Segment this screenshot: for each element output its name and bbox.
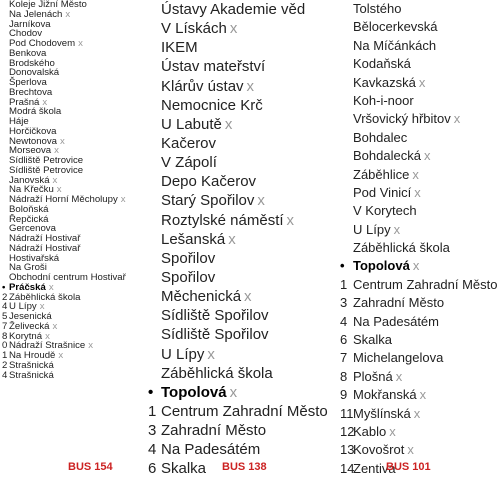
stop-name: U Lípy — [353, 221, 391, 237]
stop-name: Koleje Jižní Město — [9, 0, 87, 10]
stop-name: Pod Vinicí — [353, 184, 412, 200]
request-stop-marker: x — [257, 192, 265, 210]
stop-row — [340, 166, 480, 184]
stop-name: Na Míčánkách — [353, 37, 437, 53]
current-stop-bullet: • — [2, 281, 6, 293]
request-stop-marker: x — [39, 301, 45, 313]
stop-name: Strašnická — [9, 369, 54, 381]
stop-minutes: 4 — [340, 313, 348, 329]
stop-name: Kavkazská — [353, 74, 416, 90]
stop-row — [148, 421, 338, 440]
stop-name: Kovošrot — [353, 442, 405, 458]
stop-name: Řepčická — [9, 213, 49, 225]
stop-row — [148, 38, 338, 57]
stop-name: Na Padesátém — [353, 313, 439, 329]
stop-row — [148, 115, 338, 134]
stop-name: Vršovický hřbitov — [353, 111, 451, 127]
stop-name: Topolová — [353, 258, 410, 274]
stop-name: Skalka — [353, 332, 393, 348]
stop-row — [148, 268, 338, 287]
request-stop-marker: x — [395, 368, 403, 384]
stop-minutes: 11 — [340, 405, 354, 421]
stop-name: Bělocerkevská — [353, 19, 438, 35]
stop-name: Želivecká — [9, 320, 50, 332]
stop-row — [340, 423, 480, 441]
stop-row — [148, 96, 338, 115]
stop-name: Skalka — [161, 460, 207, 478]
request-stop-marker: x — [407, 442, 414, 458]
stop-name: Plošná — [353, 368, 393, 384]
stop-row — [340, 331, 480, 349]
stop-minutes: 13 — [340, 442, 355, 458]
stop-row — [148, 364, 338, 383]
stop-name: Mokřanská — [353, 387, 417, 403]
stop-row — [148, 19, 338, 38]
request-stop-marker: x — [58, 350, 64, 361]
stop-name: Zentiva — [353, 460, 396, 476]
request-stop-marker: x — [54, 145, 59, 157]
stop-name: Horčičkova — [9, 125, 57, 137]
request-stop-marker: x — [393, 221, 401, 237]
stop-name: Gercenova — [9, 223, 56, 235]
stop-name: Jesenická — [9, 311, 52, 322]
stop-row — [340, 0, 480, 18]
request-stop-marker: x — [48, 281, 54, 293]
stop-row — [340, 221, 480, 239]
request-stop-marker: x — [414, 184, 421, 200]
bus-154-stop-list — [2, 0, 130, 380]
stop-row — [340, 405, 480, 423]
stop-minutes: 6 — [340, 332, 348, 348]
stop-minutes: 2 — [2, 359, 8, 371]
stop-name: Nádraží Strašnice — [9, 340, 86, 352]
stop-name: Na Křečku — [9, 184, 54, 196]
request-stop-marker: x — [413, 405, 421, 421]
stop-name: Bohdalecká — [353, 148, 421, 164]
stop-row — [148, 249, 338, 268]
stop-name: Obchodní centrum Hostivař — [9, 272, 126, 283]
stop-row — [340, 294, 480, 312]
stop-row — [148, 345, 338, 364]
stop-name: Sídliště Spořilov — [161, 326, 269, 344]
stop-name: Šperlova — [9, 77, 47, 88]
stop-minutes: 8 — [340, 368, 348, 384]
stop-minutes: 0 — [2, 340, 8, 352]
stop-name: Tolstého — [353, 1, 402, 16]
stop-minutes: 4 — [2, 369, 8, 381]
stop-row — [148, 191, 338, 210]
stop-name: IKEM — [161, 39, 198, 57]
stop-row — [148, 57, 338, 76]
stop-minutes: 9 — [340, 387, 348, 403]
stop-name: Korytná — [9, 330, 43, 342]
request-stop-marker: x — [224, 115, 233, 133]
stop-name: Ústav mateřství — [161, 58, 266, 76]
stop-row — [340, 18, 480, 36]
stop-minutes: 5 — [2, 311, 8, 322]
stop-name: Na Jelenách — [9, 8, 63, 20]
bus-101-stop-list — [340, 0, 498, 478]
stop-name: Roztylské náměstí — [161, 211, 284, 229]
stop-row — [340, 368, 480, 386]
stop-name: Donovalská — [9, 67, 60, 79]
stop-name: U Labutě — [161, 115, 222, 133]
stop-name: V Lískách — [161, 20, 227, 38]
stop-name: Bohdalec — [353, 129, 408, 145]
stop-name: Zahradní Město — [161, 422, 267, 440]
stop-name: Boloňská — [9, 203, 49, 215]
stop-row — [340, 257, 480, 275]
stop-row — [148, 440, 338, 459]
stop-row — [148, 0, 338, 19]
stop-row — [148, 153, 338, 172]
stop-name: Záběhlická škola — [353, 240, 450, 256]
stop-name: Modrá škola — [9, 106, 62, 118]
stop-minutes: 6 — [148, 460, 157, 478]
stop-name: Ústavy Akademie věd — [161, 1, 306, 18]
stop-minutes: 3 — [340, 295, 348, 311]
request-stop-marker: x — [45, 330, 50, 342]
stop-minutes: 3 — [148, 422, 157, 440]
stop-minutes: 1 — [340, 276, 348, 292]
stop-minutes: 14 — [340, 460, 355, 476]
stop-minutes: 7 — [340, 350, 348, 366]
stop-row — [340, 55, 480, 73]
stop-name: Záběhlická škola — [9, 291, 81, 303]
stop-name: Pod Chodovem — [9, 38, 76, 49]
stop-row — [148, 325, 338, 344]
stop-name: Nádraží Hostivař — [9, 242, 81, 254]
current-stop-bullet: • — [148, 383, 154, 401]
stop-row — [340, 147, 480, 165]
stop-row — [148, 77, 338, 96]
stop-minutes: 4 — [148, 441, 157, 459]
request-stop-marker: x — [412, 166, 419, 182]
stop-name: Práčská — [9, 281, 46, 293]
request-stop-marker: x — [120, 194, 126, 205]
stop-row — [148, 230, 338, 249]
stop-row — [340, 74, 480, 92]
stop-name: Brodského — [9, 57, 55, 69]
request-stop-marker: x — [207, 345, 215, 363]
stop-name: Na Padesátém — [161, 441, 261, 459]
stop-name: Janovská — [9, 174, 50, 186]
bus-101-label: BUS 101 — [386, 461, 431, 473]
request-stop-marker: x — [228, 230, 236, 248]
stop-row — [148, 306, 338, 325]
request-stop-marker: x — [423, 148, 431, 164]
request-stop-marker: x — [229, 20, 238, 38]
stop-minutes: 8 — [2, 330, 8, 342]
stop-minutes: 4 — [2, 301, 8, 313]
request-stop-marker: x — [412, 258, 420, 274]
stop-name: Kodaňská — [353, 56, 411, 72]
request-stop-marker: x — [229, 383, 238, 401]
request-stop-marker: x — [65, 8, 71, 20]
stop-name: Topolová — [161, 383, 227, 401]
stop-row — [340, 129, 480, 147]
request-stop-marker: x — [88, 340, 94, 352]
stop-row — [340, 313, 480, 331]
stop-minutes: 7 — [2, 320, 8, 332]
stop-name: Michelangelova — [353, 350, 444, 366]
stop-name: Sídliště Spořilov — [161, 307, 269, 325]
stop-row — [340, 37, 480, 55]
stop-name: Lešanská — [161, 230, 226, 248]
stop-name: Brechtova — [9, 86, 53, 98]
stop-name: Nemocnice Krč — [161, 96, 263, 114]
stop-name: Depo Kačerov — [161, 173, 257, 191]
stop-name: Prašná — [9, 96, 40, 108]
stop-name: Záběhlice — [353, 166, 410, 182]
stop-row — [340, 202, 480, 220]
stop-name: Kablo — [353, 423, 387, 439]
stop-row — [340, 184, 480, 202]
stop-name: Chodov — [9, 28, 43, 40]
request-stop-marker: x — [389, 423, 396, 439]
stop-row — [2, 371, 130, 381]
stop-row — [340, 276, 498, 294]
stop-row — [148, 134, 338, 153]
bus-154-label: BUS 154 — [68, 461, 113, 473]
stop-name: Myšlínská — [353, 405, 411, 421]
bus-138-label: BUS 138 — [222, 461, 267, 473]
stop-name: Spořilov — [161, 268, 216, 286]
stop-name: Na Hroudě — [9, 350, 56, 361]
stop-name: Záběhlická škola — [161, 364, 273, 382]
request-stop-marker: x — [52, 320, 58, 332]
stop-row — [148, 211, 338, 230]
request-stop-marker: x — [78, 38, 83, 49]
stop-minutes: 12 — [340, 423, 355, 439]
request-stop-marker: x — [419, 387, 427, 403]
stop-name: Jarníkova — [9, 18, 51, 30]
stop-name: Centrum Zahradní Město — [161, 402, 328, 420]
stop-name: Nádraží Horní Měcholupy — [9, 194, 118, 205]
stop-name: Na Groši — [9, 262, 47, 274]
stop-row — [148, 383, 338, 402]
stop-name: Měchenická — [161, 288, 242, 306]
request-stop-marker: x — [246, 77, 255, 95]
stop-name: Strašnická — [9, 359, 54, 371]
stop-name: Centrum Zahradní Město — [353, 276, 498, 292]
request-stop-marker: x — [418, 74, 426, 90]
stop-minutes: 1 — [2, 350, 8, 361]
bus-138-stop-list — [148, 0, 338, 479]
request-stop-marker: x — [286, 211, 295, 229]
stop-row — [340, 349, 480, 367]
stop-name: Kačerov — [161, 134, 217, 152]
request-stop-marker: x — [52, 174, 58, 186]
stop-row — [340, 110, 480, 128]
request-stop-marker: x — [453, 111, 461, 127]
stop-name: Spořilov — [161, 249, 216, 267]
stop-row — [148, 402, 338, 421]
stop-name: Sídliště Petrovice — [9, 155, 84, 166]
stop-name: V Korytech — [353, 203, 417, 219]
stop-name: Klárův ústav — [161, 77, 244, 95]
stop-name: Koh-i-noor — [353, 92, 414, 108]
stop-name: U Lípy — [161, 345, 205, 363]
stop-name: Starý Spořilov — [161, 192, 255, 210]
stop-row — [148, 287, 338, 306]
stop-row — [340, 441, 480, 459]
stop-row — [148, 172, 338, 191]
request-stop-marker: x — [56, 184, 62, 196]
stop-name: Sídliště Petrovice — [9, 164, 84, 176]
stop-name: Newtonova — [9, 135, 57, 147]
request-stop-marker: x — [42, 96, 48, 108]
stop-row — [340, 239, 480, 257]
stop-name: U Lípy — [9, 301, 37, 313]
stop-row — [340, 386, 480, 404]
stop-name: Morseova — [9, 145, 52, 157]
request-stop-marker: x — [60, 135, 65, 147]
request-stop-marker: x — [244, 288, 252, 306]
current-stop-bullet: • — [340, 258, 345, 274]
stop-row — [340, 92, 480, 110]
stop-name: Nádraží Hostivař — [9, 233, 81, 244]
stop-name: Benkova — [9, 47, 47, 59]
stop-name: Zahradní Město — [353, 295, 445, 311]
stop-minutes: 2 — [2, 291, 8, 303]
stop-name: V Zápolí — [161, 154, 217, 172]
stop-name: Háje — [9, 116, 29, 127]
stop-name: Hostivařská — [9, 252, 60, 264]
stop-minutes: 1 — [148, 402, 157, 420]
